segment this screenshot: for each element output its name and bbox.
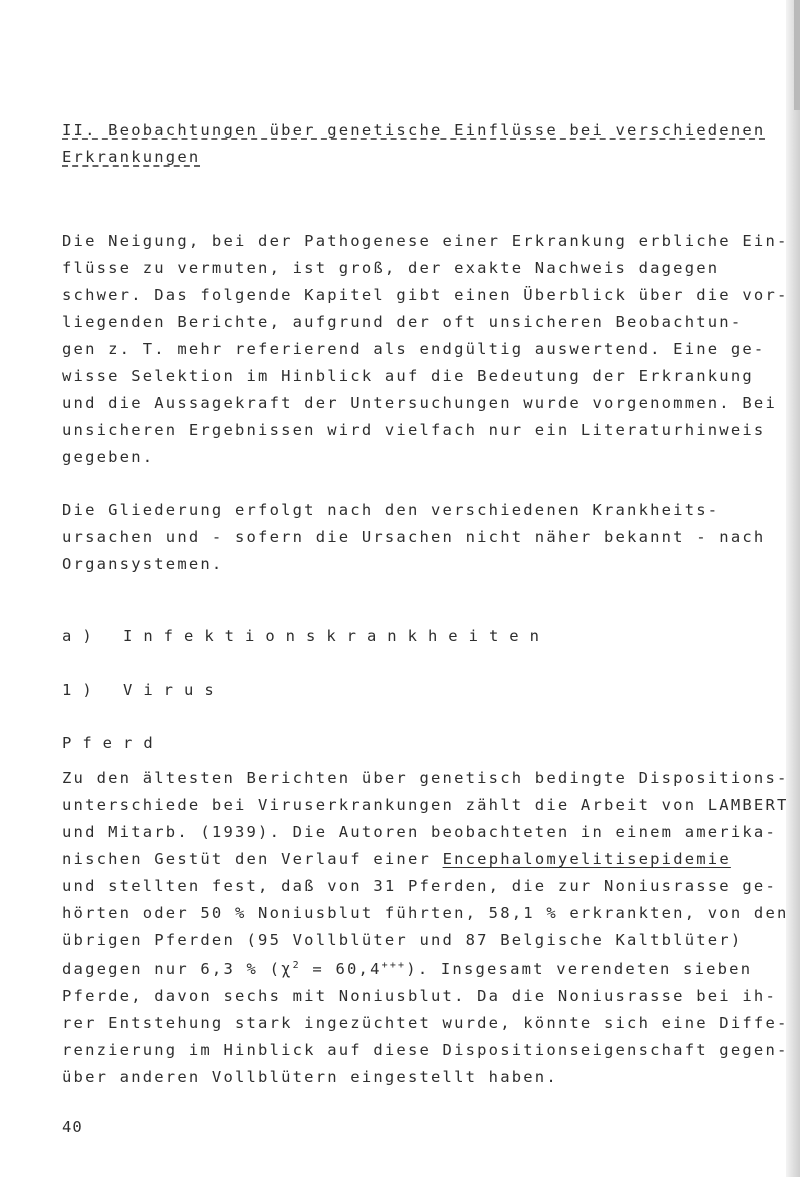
paragraph-1-line: und die Aussagekraft der Untersuchungen wurde vorgenommen. Bei <box>62 394 777 412</box>
page-edge-shadow <box>786 0 800 1177</box>
underlined-term: Encephalomyelitisepidemie <box>442 850 731 868</box>
formula-text: dagegen nur 6,3 % (χ <box>62 960 293 978</box>
paragraph-2-line: Die Gliederung erfolgt nach den verschiedenen Krankheits- <box>62 501 720 519</box>
significance-marks: +++ <box>381 959 407 971</box>
paragraph-1-line: schwer. Das folgende Kapitel gibt einen Überblick über die vor- <box>62 286 789 304</box>
paragraph-2-line: ursachen und - sofern die Ursachen nicht näher bekannt - nach <box>62 528 766 546</box>
paragraph-3-line: Pferde, davon sechs mit Noniusblut. Da die Noniusrasse bei ih- <box>62 987 777 1005</box>
formula-value: = 60,4 <box>300 960 382 978</box>
paragraph-1-line: Die Neigung, bei der Pathogenese einer Erkrankung erbliche Ein- <box>62 232 789 250</box>
paragraph-3-line: renzierung im Hinblick auf diese Dispositionseigenschaft gegen- <box>62 1041 789 1059</box>
paragraph-3-line-text: nischen Gestüt den Verlauf einer <box>62 850 443 868</box>
paragraph-3-line-formula <box>62 959 752 979</box>
paragraph-1-line: flüsse zu vermuten, ist groß, der exakte Nachweis dagegen <box>62 259 720 277</box>
paragraph-3-line: rer Entstehung stark ingezüchtet wurde, könnte sich eine Diffe- <box>62 1014 789 1032</box>
paragraph-3-line: über anderen Vollblütern eingestellt haben. <box>62 1068 558 1086</box>
page-number: 40 <box>62 1118 83 1136</box>
paragraph-2-line: Organsystemen. <box>62 555 224 573</box>
paragraph-1-line: liegenden Berichte, aufgrund der oft unsicheren Beobachtun- <box>62 313 743 331</box>
formula-tail: ). Insgesamt verendeten sieben <box>406 960 753 978</box>
subsection-heading-pferd: Pferd <box>62 734 164 752</box>
paragraph-3-line <box>62 849 731 869</box>
paragraph-3-line: hörten oder 50 % Noniusblut führten, 58,1 % erkrankten, von den <box>62 904 789 922</box>
page-edge-dark <box>794 0 800 110</box>
chapter-heading-line-2: Erkrankungen <box>62 148 201 166</box>
paragraph-1-line: gegeben. <box>62 448 155 466</box>
paragraph-3-line: und stellten fest, daß von 31 Pferden, die zur Noniusrasse ge- <box>62 877 777 895</box>
paragraph-3-line: übrigen Pferden (95 Vollblüter und 87 Belgische Kaltblüter) <box>62 931 743 949</box>
paragraph-1-line: wisse Selektion im Hinblick auf die Bedeutung der Erkrankung <box>62 367 754 385</box>
paragraph-1-line: unsicheren Ergebnissen wird vielfach nur ein Literaturhinweis <box>62 421 766 439</box>
subsection-heading-virus: 1) Virus <box>62 681 225 699</box>
chapter-heading-line-1: II. Beobachtungen über genetische Einflüsse bei verschiedenen <box>62 121 766 139</box>
paragraph-1-line: gen z. T. mehr referierend als endgültig auswertend. Eine ge- <box>62 340 766 358</box>
exponent: 2 <box>292 959 301 971</box>
paragraph-3-line: unterschiede bei Viruserkrankungen zählt die Arbeit von LAMBERT <box>62 796 789 814</box>
paragraph-3-line: und Mitarb. (1939). Die Autoren beobachteten in einem amerika- <box>62 823 777 841</box>
section-heading-infektionskrankheiten: a) Infektionskrankheiten <box>62 627 550 645</box>
paragraph-3-line: Zu den ältesten Berichten über genetisch bedingte Dispositions- <box>62 769 789 787</box>
